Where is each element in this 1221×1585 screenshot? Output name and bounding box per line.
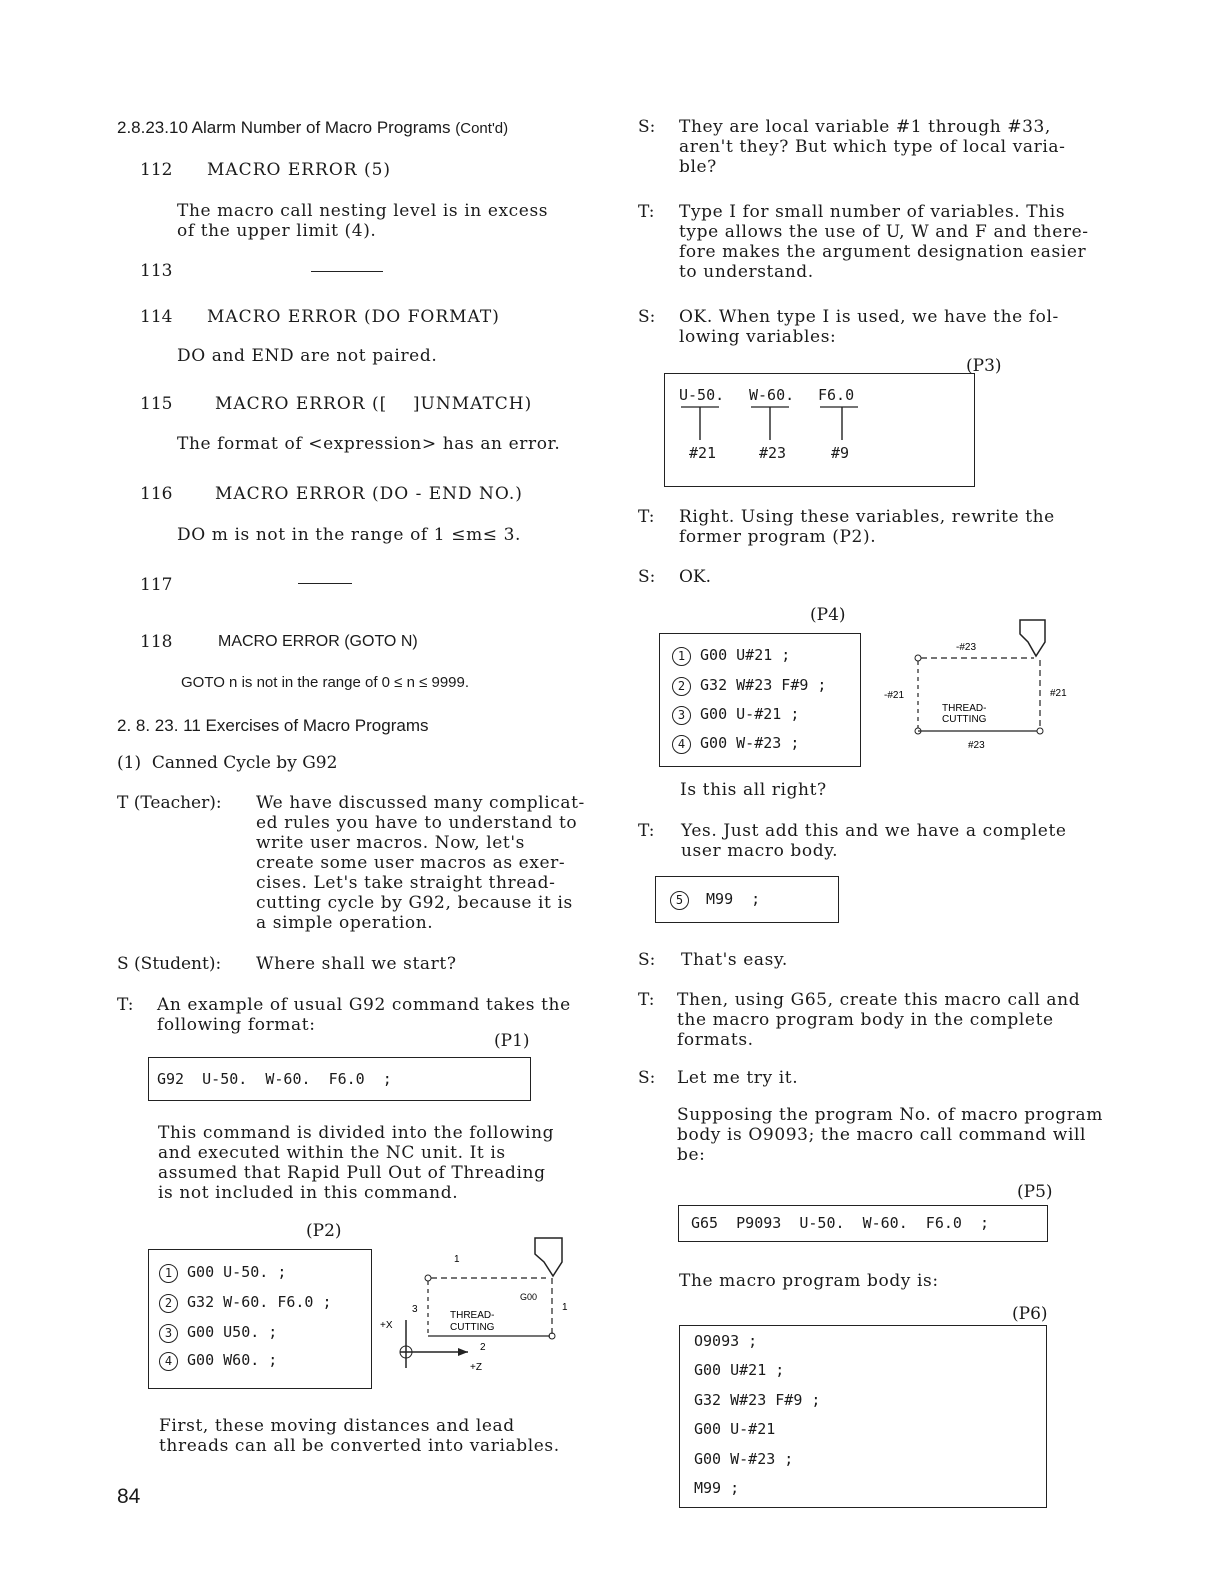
alarm-number: 117 xyxy=(140,575,173,595)
text-line: Supposing the program No. of macro program xyxy=(677,1105,1103,1125)
thread-cutting-diagram-p2 xyxy=(370,1228,580,1388)
step-number-circle: 1 xyxy=(159,1264,178,1283)
alarm-placeholder-dash xyxy=(298,583,352,584)
alarm-desc-line: of the upper limit (4). xyxy=(177,221,377,241)
alarm-description: GOTO n is not in the range of 0 ≤ n ≤ 9999. xyxy=(181,674,470,691)
var-9: #9 xyxy=(831,444,850,462)
program-label-p2: (P2) xyxy=(306,1221,342,1241)
text-line: This command is divided into the following xyxy=(158,1123,555,1143)
step-number-circle: 2 xyxy=(159,1294,178,1313)
program-code: G65 P9093 U-50. W-60. F6.0 ; xyxy=(691,1214,990,1232)
student-text: OK. xyxy=(679,567,712,587)
plus-z-label: +Z xyxy=(470,1362,482,1373)
alarm-number: 118 xyxy=(140,632,173,652)
student-text: That's easy. xyxy=(681,950,788,970)
text-line: body is O9093; the macro call command will xyxy=(677,1125,1087,1145)
path-mark-2: 2 xyxy=(480,1342,486,1353)
text-line: user macro body. xyxy=(681,841,839,861)
program-line xyxy=(159,1351,277,1371)
paragraph xyxy=(677,1105,1103,1165)
program-box-p2 xyxy=(148,1249,372,1389)
program-line: O9093 ; xyxy=(694,1332,758,1350)
program-box-p5-step xyxy=(655,876,839,923)
program-line: G00 W-#23 ; xyxy=(694,1450,794,1468)
alarm-desc-line: The format of <expression> has an error. xyxy=(177,434,561,454)
text-line: Right. Using these variables, rewrite the xyxy=(679,507,1055,527)
path-mark-1: 1 xyxy=(454,1254,460,1265)
tool-icon xyxy=(535,1238,562,1276)
start-point-marker xyxy=(915,655,921,661)
program-label-p1: (P1) xyxy=(494,1031,530,1051)
paragraph xyxy=(158,1123,554,1203)
section-heading-suffix: (Cont'd) xyxy=(455,120,509,137)
text-line: following format: xyxy=(157,1015,316,1035)
label-23: #23 xyxy=(968,740,985,751)
speaker-label: T: xyxy=(638,202,655,222)
program-line: M99 ; xyxy=(694,1479,740,1497)
text-line: and executed within the NC unit. It is xyxy=(158,1143,506,1163)
speaker-label: S: xyxy=(638,567,656,587)
student-text: Let me try it. xyxy=(677,1068,799,1088)
program-line: G00 U#21 ; xyxy=(694,1361,785,1379)
arg-f: F6.0 xyxy=(818,386,855,404)
text-line: We have discussed many complicat- xyxy=(256,793,585,813)
text-line: is not included in this command. xyxy=(158,1183,459,1203)
alarm-number: 116 xyxy=(140,484,173,504)
subsection-heading: 2. 8. 23. 11 Exercises of Macro Programs xyxy=(117,716,429,735)
step-number-circle: 2 xyxy=(672,677,691,696)
program-box-p1 xyxy=(148,1057,531,1101)
program-code: G00 U-#21 ; xyxy=(700,705,800,723)
text-line: former program (P2). xyxy=(679,527,877,547)
label-minus-23: -#23 xyxy=(956,642,977,653)
program-box-p6 xyxy=(679,1325,1047,1508)
text-line: cises. Let's take straight thread- xyxy=(256,873,556,893)
arg-mapping-arrows xyxy=(665,374,965,484)
speaker-label: S: xyxy=(638,950,656,970)
speaker-label: T: xyxy=(117,995,134,1015)
text-line: formats. xyxy=(677,1030,754,1050)
paragraph xyxy=(679,507,1055,547)
alarm-desc-line: DO m is not in the range of 1 ≤m≤ 3. xyxy=(177,525,522,545)
speaker-label-student: S (Student): xyxy=(117,954,222,974)
label-21: #21 xyxy=(1050,688,1067,699)
tool-icon xyxy=(1020,620,1045,656)
paragraph xyxy=(679,307,1059,347)
plus-x-label: +X xyxy=(380,1320,393,1331)
alarm-title: MACRO ERROR ([ ]UNMATCH) xyxy=(215,394,533,414)
alarm-number: 112 xyxy=(140,160,173,180)
section-heading-text: 2.8.23.10 Alarm Number of Macro Programs xyxy=(117,118,451,137)
end-point-marker xyxy=(1037,728,1043,734)
text-line: OK. When type I is used, we have the fol- xyxy=(679,307,1059,327)
speaker-label: S: xyxy=(638,117,656,137)
text-line: fore makes the argument designation easier xyxy=(679,242,1087,262)
paragraph xyxy=(679,117,1066,177)
program-line xyxy=(672,705,799,725)
program-line xyxy=(159,1263,286,1283)
program-label-p5: (P5) xyxy=(1017,1182,1053,1202)
program-code: M99 ; xyxy=(706,890,761,908)
path-mark-3: 3 xyxy=(412,1304,418,1315)
threading-label-1: THREAD- xyxy=(450,1310,495,1321)
threading-label-2: CUTTING xyxy=(450,1322,495,1333)
text-line: An example of usual G92 command takes the xyxy=(157,995,571,1015)
alarm-number: 115 xyxy=(140,394,173,414)
text-line: write user macros. Now, let's xyxy=(256,833,525,853)
program-code: G00 W60. ; xyxy=(187,1351,278,1369)
text-line: a simple operation. xyxy=(256,913,434,933)
program-line xyxy=(159,1293,332,1313)
speaker-label: T: xyxy=(638,821,655,841)
question-text: Is this all right? xyxy=(680,780,827,800)
alarm-number: 113 xyxy=(140,261,173,281)
step-number-circle: 5 xyxy=(670,891,689,910)
paragraph xyxy=(681,821,1067,861)
z-arrow xyxy=(458,1348,468,1356)
alarm-title: MACRO ERROR (DO FORMAT) xyxy=(207,307,500,327)
speaker-label: S: xyxy=(638,1068,656,1088)
program-line xyxy=(672,734,799,754)
var-23: #23 xyxy=(759,444,787,462)
section-heading xyxy=(117,118,508,138)
step-number-circle: 1 xyxy=(672,647,691,666)
text-line: be: xyxy=(677,1145,706,1165)
program-label-p6: (P6) xyxy=(1012,1304,1048,1324)
threading-label-1: THREAD- xyxy=(942,703,987,714)
paragraph xyxy=(677,990,1080,1050)
alarm-description xyxy=(177,525,521,545)
program-code: G92 U-50. W-60. F6.0 ; xyxy=(157,1070,392,1088)
program-box-p4 xyxy=(659,633,861,767)
body-intro-text: The macro program body is: xyxy=(679,1271,939,1291)
text-line: assumed that Rapid Pull Out of Threading xyxy=(158,1163,546,1183)
text-line: ed rules you have to understand to xyxy=(256,813,578,833)
alarm-description xyxy=(177,346,437,366)
page-number: 84 xyxy=(117,1485,141,1508)
text-line: threads can all be converted into variables. xyxy=(159,1436,560,1456)
paragraph xyxy=(159,1416,560,1456)
text-line: First, these moving distances and lead xyxy=(159,1416,515,1436)
program-code: G00 W-#23 ; xyxy=(700,734,800,752)
speaker-label: T: xyxy=(638,507,655,527)
text-line: to understand. xyxy=(679,262,814,282)
program-code: G00 U-50. ; xyxy=(187,1263,287,1281)
path-mark-1b: 1 xyxy=(562,1302,568,1313)
text-line: ble? xyxy=(679,157,717,177)
text-line: lowing variables: xyxy=(679,327,837,347)
arg-u: U-50. xyxy=(679,386,725,404)
alarm-title: MACRO ERROR (DO - END NO.) xyxy=(215,484,523,504)
speaker-label: S: xyxy=(638,307,656,327)
alarm-desc-line: DO and END are not paired. xyxy=(177,346,438,366)
alarm-number: 114 xyxy=(140,307,173,327)
text-line: They are local variable #1 through #33, xyxy=(679,117,1051,137)
var-21: #21 xyxy=(689,444,717,462)
alarm-description xyxy=(177,201,548,241)
program-code: G32 W-60. F6.0 ; xyxy=(187,1293,332,1311)
alarm-title: MACRO ERROR (5) xyxy=(207,160,392,180)
program-code: G32 W#23 F#9 ; xyxy=(700,676,827,694)
text-line: create some user macros as exer- xyxy=(256,853,566,873)
step-number-circle: 3 xyxy=(159,1324,178,1343)
speaker-label: T: xyxy=(638,990,655,1010)
program-line: G32 W#23 F#9 ; xyxy=(694,1391,821,1409)
program-line: G00 U-#21 xyxy=(694,1420,776,1438)
step-number-circle: 3 xyxy=(672,706,691,725)
text-line: Type I for small number of variables. This xyxy=(679,202,1066,222)
alarm-placeholder-dash xyxy=(311,271,383,272)
text-line: cutting cycle by G92, because it is xyxy=(256,893,573,913)
text-line: aren't they? But which type of local varia- xyxy=(679,137,1066,157)
item-heading: (1) Canned Cycle by G92 xyxy=(117,753,338,773)
program-code: G00 U50. ; xyxy=(187,1323,278,1341)
text-line: Then, using G65, create this macro call and xyxy=(677,990,1081,1010)
program-line xyxy=(672,646,790,666)
step-number-circle: 4 xyxy=(672,735,691,754)
program-box-p5 xyxy=(678,1205,1048,1242)
threading-label-2: CUTTING xyxy=(942,714,987,725)
label-minus-21: -#21 xyxy=(884,690,905,701)
text-line: Yes. Just add this and we have a complete xyxy=(681,821,1067,841)
arg-w: W-60. xyxy=(749,386,795,404)
program-label-p4: (P4) xyxy=(810,605,846,625)
speaker-label-teacher: T (Teacher): xyxy=(117,793,222,813)
program-box-p3 xyxy=(664,373,975,487)
student-text: Where shall we start? xyxy=(256,954,457,974)
paragraph xyxy=(157,995,571,1035)
alarm-title: MACRO ERROR (GOTO N) xyxy=(218,633,418,650)
text-line: the macro program body in the complete xyxy=(677,1010,1054,1030)
thread-cutting-diagram-p4 xyxy=(880,610,1070,760)
program-line xyxy=(159,1323,277,1343)
program-line xyxy=(672,676,826,696)
paragraph xyxy=(679,202,1089,282)
path-mark-g00: G00 xyxy=(520,1292,538,1302)
program-code: G00 U#21 ; xyxy=(700,646,791,664)
text-line: type allows the use of U, W and F and there- xyxy=(679,222,1089,242)
start-point-marker xyxy=(425,1275,431,1281)
step-number-circle: 4 xyxy=(159,1352,178,1371)
alarm-description xyxy=(177,434,560,454)
program-line xyxy=(670,890,760,910)
alarm-desc-line: The macro call nesting level is in excess xyxy=(177,201,549,221)
program-label-p3: (P3) xyxy=(966,356,1002,376)
teacher-paragraph xyxy=(256,793,585,933)
